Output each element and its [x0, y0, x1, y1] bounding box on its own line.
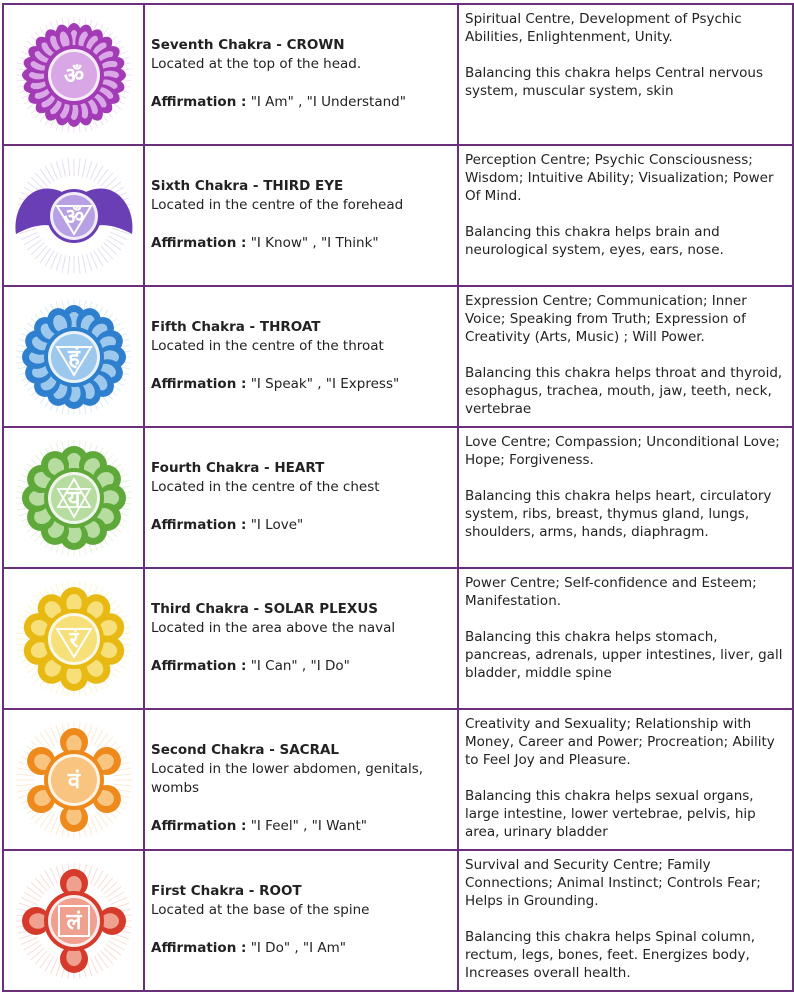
chakra-qualities: Survival and Security Centre; Family Connections; Animal Instinct; Controls Fear; Helps in Grounding.: [465, 857, 761, 909]
chakra-table: [2, 3, 794, 992]
chakra-title: Sixth Chakra - THIRD EYE: [151, 178, 344, 194]
chakra-info-cell: [458, 427, 793, 568]
chakra-location: Located in the lower abdomen, genitals, wombs: [151, 761, 424, 796]
chakra-symbol-cell: [3, 709, 144, 850]
affirmation-label: Affirmation :: [151, 940, 247, 956]
chakra-description-cell: [144, 850, 458, 991]
solar-plexus-chakra-icon: [12, 577, 136, 701]
svg-text:लं: लं: [66, 909, 81, 935]
chakra-location: Located at the base of the spine: [151, 902, 370, 918]
chakra-title: Second Chakra - SACRAL: [151, 742, 340, 758]
chakra-qualities: Spiritual Centre, Development of Psychic Abilities, Enlightenment, Unity.: [465, 11, 742, 45]
affirmation-text: "I Do" , "I Am": [246, 940, 346, 956]
chakra-qualities: Love Centre; Compassion; Unconditional Love; Hope; Forgiveness.: [465, 434, 780, 468]
chakra-info-cell: [458, 850, 793, 991]
affirmation-text: "I Speak" , "I Express": [246, 376, 400, 392]
crown-chakra-icon: [12, 13, 136, 137]
chakra-benefits: Balancing this chakra helps throat and thyroid, esophagus, trachea, mouth, jaw, teeth, neck, vertebrae: [465, 365, 783, 417]
table-row: [3, 850, 793, 991]
chakra-symbol-cell: [3, 427, 144, 568]
chakra-location: Located in the centre of the throat: [151, 338, 384, 354]
chakra-info-cell: [458, 709, 793, 850]
affirmation-text: "I Feel" , "I Want": [246, 818, 367, 834]
chakra-affirmation-line: [151, 657, 451, 676]
chakra-affirmation-line: [151, 93, 451, 112]
chakra-affirmation-line: [151, 817, 451, 836]
chakra-benefits: Balancing this chakra helps heart, circulatory system, ribs, breast, thymus gland, lungs, shoulders, arms, hands, diaphragm.: [465, 488, 772, 540]
affirmation-label: Affirmation :: [151, 235, 247, 251]
svg-text:यं: यं: [67, 486, 80, 512]
chakra-description-cell: [144, 427, 458, 568]
svg-text:ॐ: ॐ: [63, 63, 84, 89]
chakra-symbol-cell: [3, 145, 144, 286]
chakra-info-cell: [458, 568, 793, 709]
throat-chakra-icon: [12, 295, 136, 419]
chakra-symbol-cell: [3, 286, 144, 427]
chakra-info-cell: [458, 145, 793, 286]
affirmation-text: "I Know" , "I Think": [246, 235, 379, 251]
chakra-location: Located in the area above the naval: [151, 620, 396, 636]
heart-chakra-icon: [12, 436, 136, 560]
chakra-affirmation-line: [151, 375, 451, 394]
table-row: [3, 568, 793, 709]
affirmation-label: Affirmation :: [151, 376, 247, 392]
chakra-title: Fourth Chakra - HEART: [151, 460, 325, 476]
chakra-description-cell: [144, 568, 458, 709]
sacral-chakra-icon: [12, 718, 136, 842]
chakra-benefits: Balancing this chakra helps Central nervous system, muscular system, skin: [465, 65, 764, 99]
chakra-symbol-cell: [3, 568, 144, 709]
chakra-affirmation-line: [151, 234, 451, 253]
svg-text:हं: हं: [67, 345, 80, 371]
svg-text:वं: वं: [67, 768, 80, 794]
chakra-benefits: Balancing this chakra helps Spinal column, rectum, legs, bones, feet. Energizes body, Increases overall health.: [465, 929, 756, 981]
chakra-description-cell: [144, 709, 458, 850]
chakra-qualities: Expression Centre; Communication; Inner Voice; Speaking from Truth; Expression of Creativity (Arts, Music) ; Will Power.: [465, 293, 747, 345]
affirmation-label: Affirmation :: [151, 658, 247, 674]
chakra-symbol-cell: [3, 850, 144, 991]
chakra-qualities: Perception Centre; Psychic Consciousness; Wisdom; Intuitive Ability; Visualization; Power Of Mind.: [465, 152, 774, 204]
chakra-qualities: Power Centre; Self-confidence and Esteem; Manifestation.: [465, 575, 757, 609]
chakra-benefits: Balancing this chakra helps brain and neurological system, eyes, ears, nose.: [465, 224, 724, 258]
chakra-description-cell: [144, 286, 458, 427]
chakra-title: Third Chakra - SOLAR PLEXUS: [151, 601, 379, 617]
chakra-info-cell: [458, 4, 793, 145]
chakra-affirmation-line: [151, 939, 451, 958]
table-row: [3, 145, 793, 286]
affirmation-label: Affirmation :: [151, 517, 247, 533]
chakra-description-cell: [144, 4, 458, 145]
affirmation-text: "I Can" , "I Do": [246, 658, 350, 674]
chakra-info-cell: [458, 286, 793, 427]
chakra-benefits: Balancing this chakra helps sexual organs, large intestine, lower vertebrae, pelvis, hip area, urinary bladder: [465, 788, 756, 840]
table-row: [3, 4, 793, 145]
root-chakra-icon: [12, 859, 136, 983]
chakra-location: Located at the top of the head.: [151, 56, 362, 72]
chakra-title: First Chakra - ROOT: [151, 883, 302, 899]
chakra-title: Fifth Chakra - THROAT: [151, 319, 321, 335]
chakra-location: Located in the centre of the forehead: [151, 197, 404, 213]
chakra-description-cell: [144, 145, 458, 286]
affirmation-text: "I Am" , "I Understand": [246, 94, 406, 110]
table-row: [3, 286, 793, 427]
affirmation-text: "I Love": [246, 517, 304, 533]
third-eye-chakra-icon: [12, 154, 136, 278]
chakra-title: Seventh Chakra - CROWN: [151, 37, 345, 53]
affirmation-label: Affirmation :: [151, 818, 247, 834]
svg-text:रं: रं: [69, 627, 78, 653]
svg-text:ॐ: ॐ: [63, 204, 84, 230]
chakra-location: Located in the centre of the chest: [151, 479, 380, 495]
affirmation-label: Affirmation :: [151, 94, 247, 110]
chakra-qualities: Creativity and Sexuality; Relationship with Money, Career and Power; Procreation; Ability to Feel Joy and Pleasure.: [465, 716, 775, 768]
table-row: [3, 427, 793, 568]
chakra-benefits: Balancing this chakra helps stomach, pancreas, adrenals, upper intestines, liver, gall bladder, middle spine: [465, 629, 783, 681]
chakra-affirmation-line: [151, 516, 451, 535]
chakra-symbol-cell: [3, 4, 144, 145]
table-row: [3, 709, 793, 850]
